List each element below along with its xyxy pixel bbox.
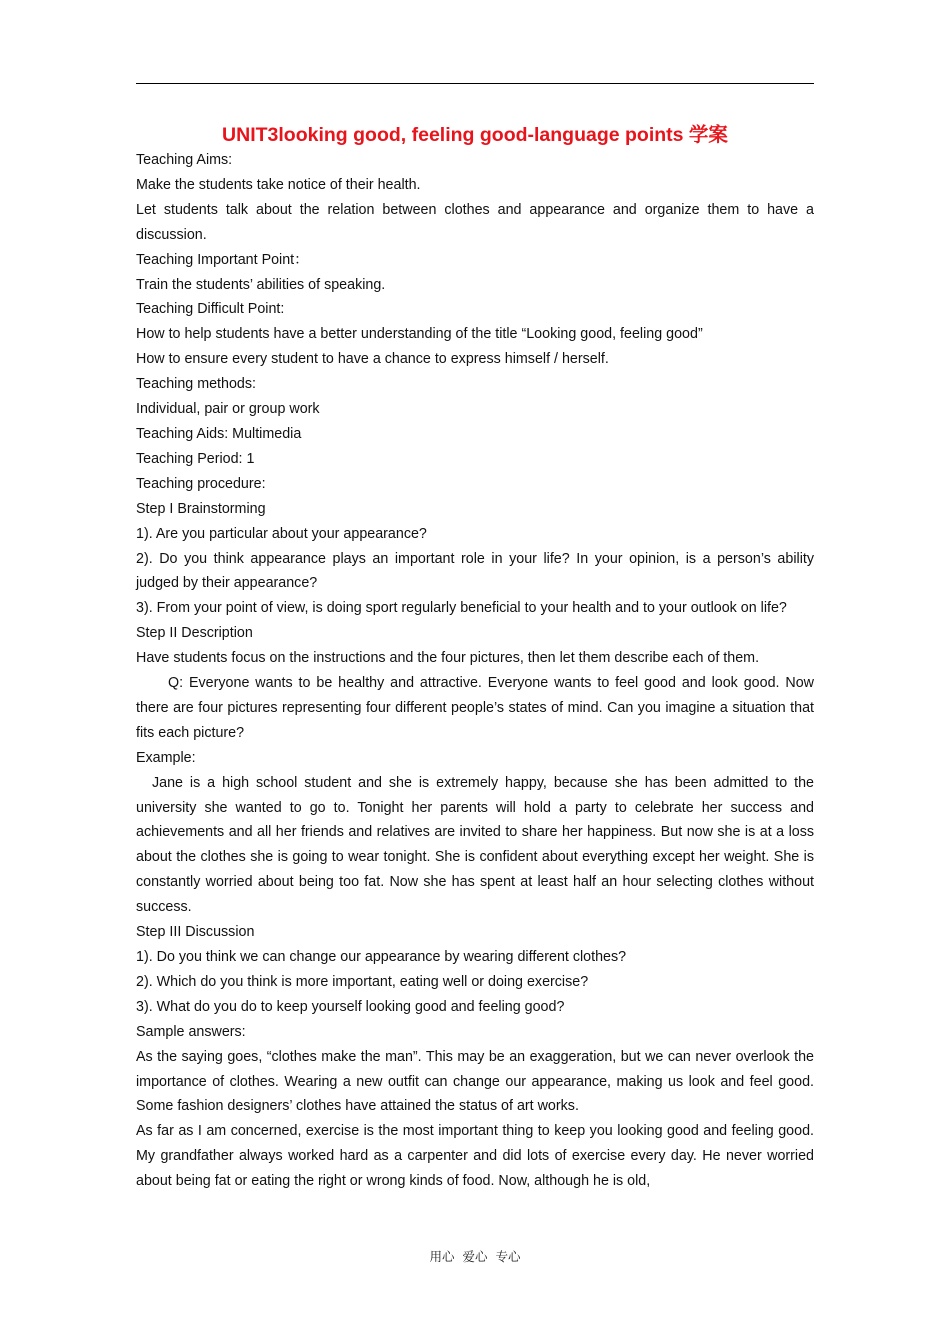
paragraph: Teaching methods: bbox=[136, 376, 257, 393]
paragraph: 2). Which do you think is more important, eating well or doing exercise? bbox=[136, 973, 589, 990]
document-body bbox=[136, 148, 814, 1194]
paragraph: Example: bbox=[136, 749, 196, 766]
paragraph: Teaching Important Point： bbox=[136, 251, 309, 268]
paragraph: Teaching Aids: Multimedia bbox=[136, 425, 302, 442]
paragraph: How to help students have a better understanding of the title “Looking good, feeling good” bbox=[136, 326, 703, 343]
paragraph: Teaching procedure: bbox=[136, 475, 266, 492]
paragraph: 1). Are you particular about your appearance? bbox=[136, 525, 427, 542]
paragraph: Step I Brainstorming bbox=[136, 500, 266, 517]
paragraph: Teaching Difficult Point: bbox=[136, 301, 285, 318]
paragraph: 3). From your point of view, is doing sport regularly beneficial to your health and to your outlook on life? bbox=[136, 600, 787, 617]
paragraph: How to ensure every student to have a chance to express himself / herself. bbox=[136, 351, 609, 368]
paragraph: Have students focus on the instructions and the four pictures, then let them describe each of them. bbox=[136, 650, 760, 667]
page-footer: 用心 爱心 专心 bbox=[429, 1249, 521, 1264]
paragraph: As the saying goes, “clothes make the man”. This may be an exaggeration, but we can never overlook the importance of clothes. Wearing a new outfit can change our appearance, making us look and feel good. Some fashion designers’ clothes have attained the status of art works. bbox=[136, 1048, 814, 1115]
paragraph: Q: Everyone wants to be healthy and attractive. Everyone wants to feel good and look good. Now there are four pictures representing four different people’s states of mind. Can you imagine a situation that fits each picture? bbox=[136, 675, 814, 741]
paragraph: Step III Discussion bbox=[136, 924, 255, 941]
paragraph: Individual, pair or group work bbox=[136, 401, 320, 418]
paragraph: Step II Description bbox=[136, 625, 253, 642]
paragraph: Teaching Aims: bbox=[136, 152, 233, 168]
paragraph: Make the students take notice of their health. bbox=[136, 176, 421, 193]
paragraph: Sample answers: bbox=[136, 1023, 246, 1040]
paragraph: As far as I am concerned, exercise is the most important thing to keep you looking good and feeling good. My grandfather always worked hard as a carpenter and did lots of exercise every day. He never worried about being fat or eating the right or wrong kinds of food. Now, although he is old, bbox=[136, 1123, 814, 1190]
paragraph: Jane is a high school student and she is extremely happy, because she has been admitted to the university she wanted to go to. Tonight her parents will hold a party to celebrate her success and achievements and all her friends and relatives are invited to share her happiness. But now she is at a loss about the clothes she is going to wear tonight. She is confident about everything except her weight. She is constantly worried about being too fat. Now she has spent at least half an hour selecting clothes without success. bbox=[136, 774, 814, 916]
paragraph: 2). Do you think appearance plays an important role in your life? In your opinion, is a person’s ability judged by their appearance? bbox=[136, 550, 814, 592]
paragraph: Train the students’ abilities of speaking. bbox=[136, 276, 386, 293]
document-title: UNIT3looking good, feeling good-language points 学案 bbox=[222, 124, 728, 146]
paragraph: Teaching Period: 1 bbox=[136, 450, 255, 467]
paragraph: 1). Do you think we can change our appearance by wearing different clothes? bbox=[136, 949, 627, 965]
header-rule bbox=[136, 83, 814, 84]
paragraph: Let students talk about the relation between clothes and appearance and organize them to have a discussion. bbox=[136, 201, 814, 243]
paragraph: 3). What do you do to keep yourself looking good and feeling good? bbox=[136, 998, 565, 1015]
